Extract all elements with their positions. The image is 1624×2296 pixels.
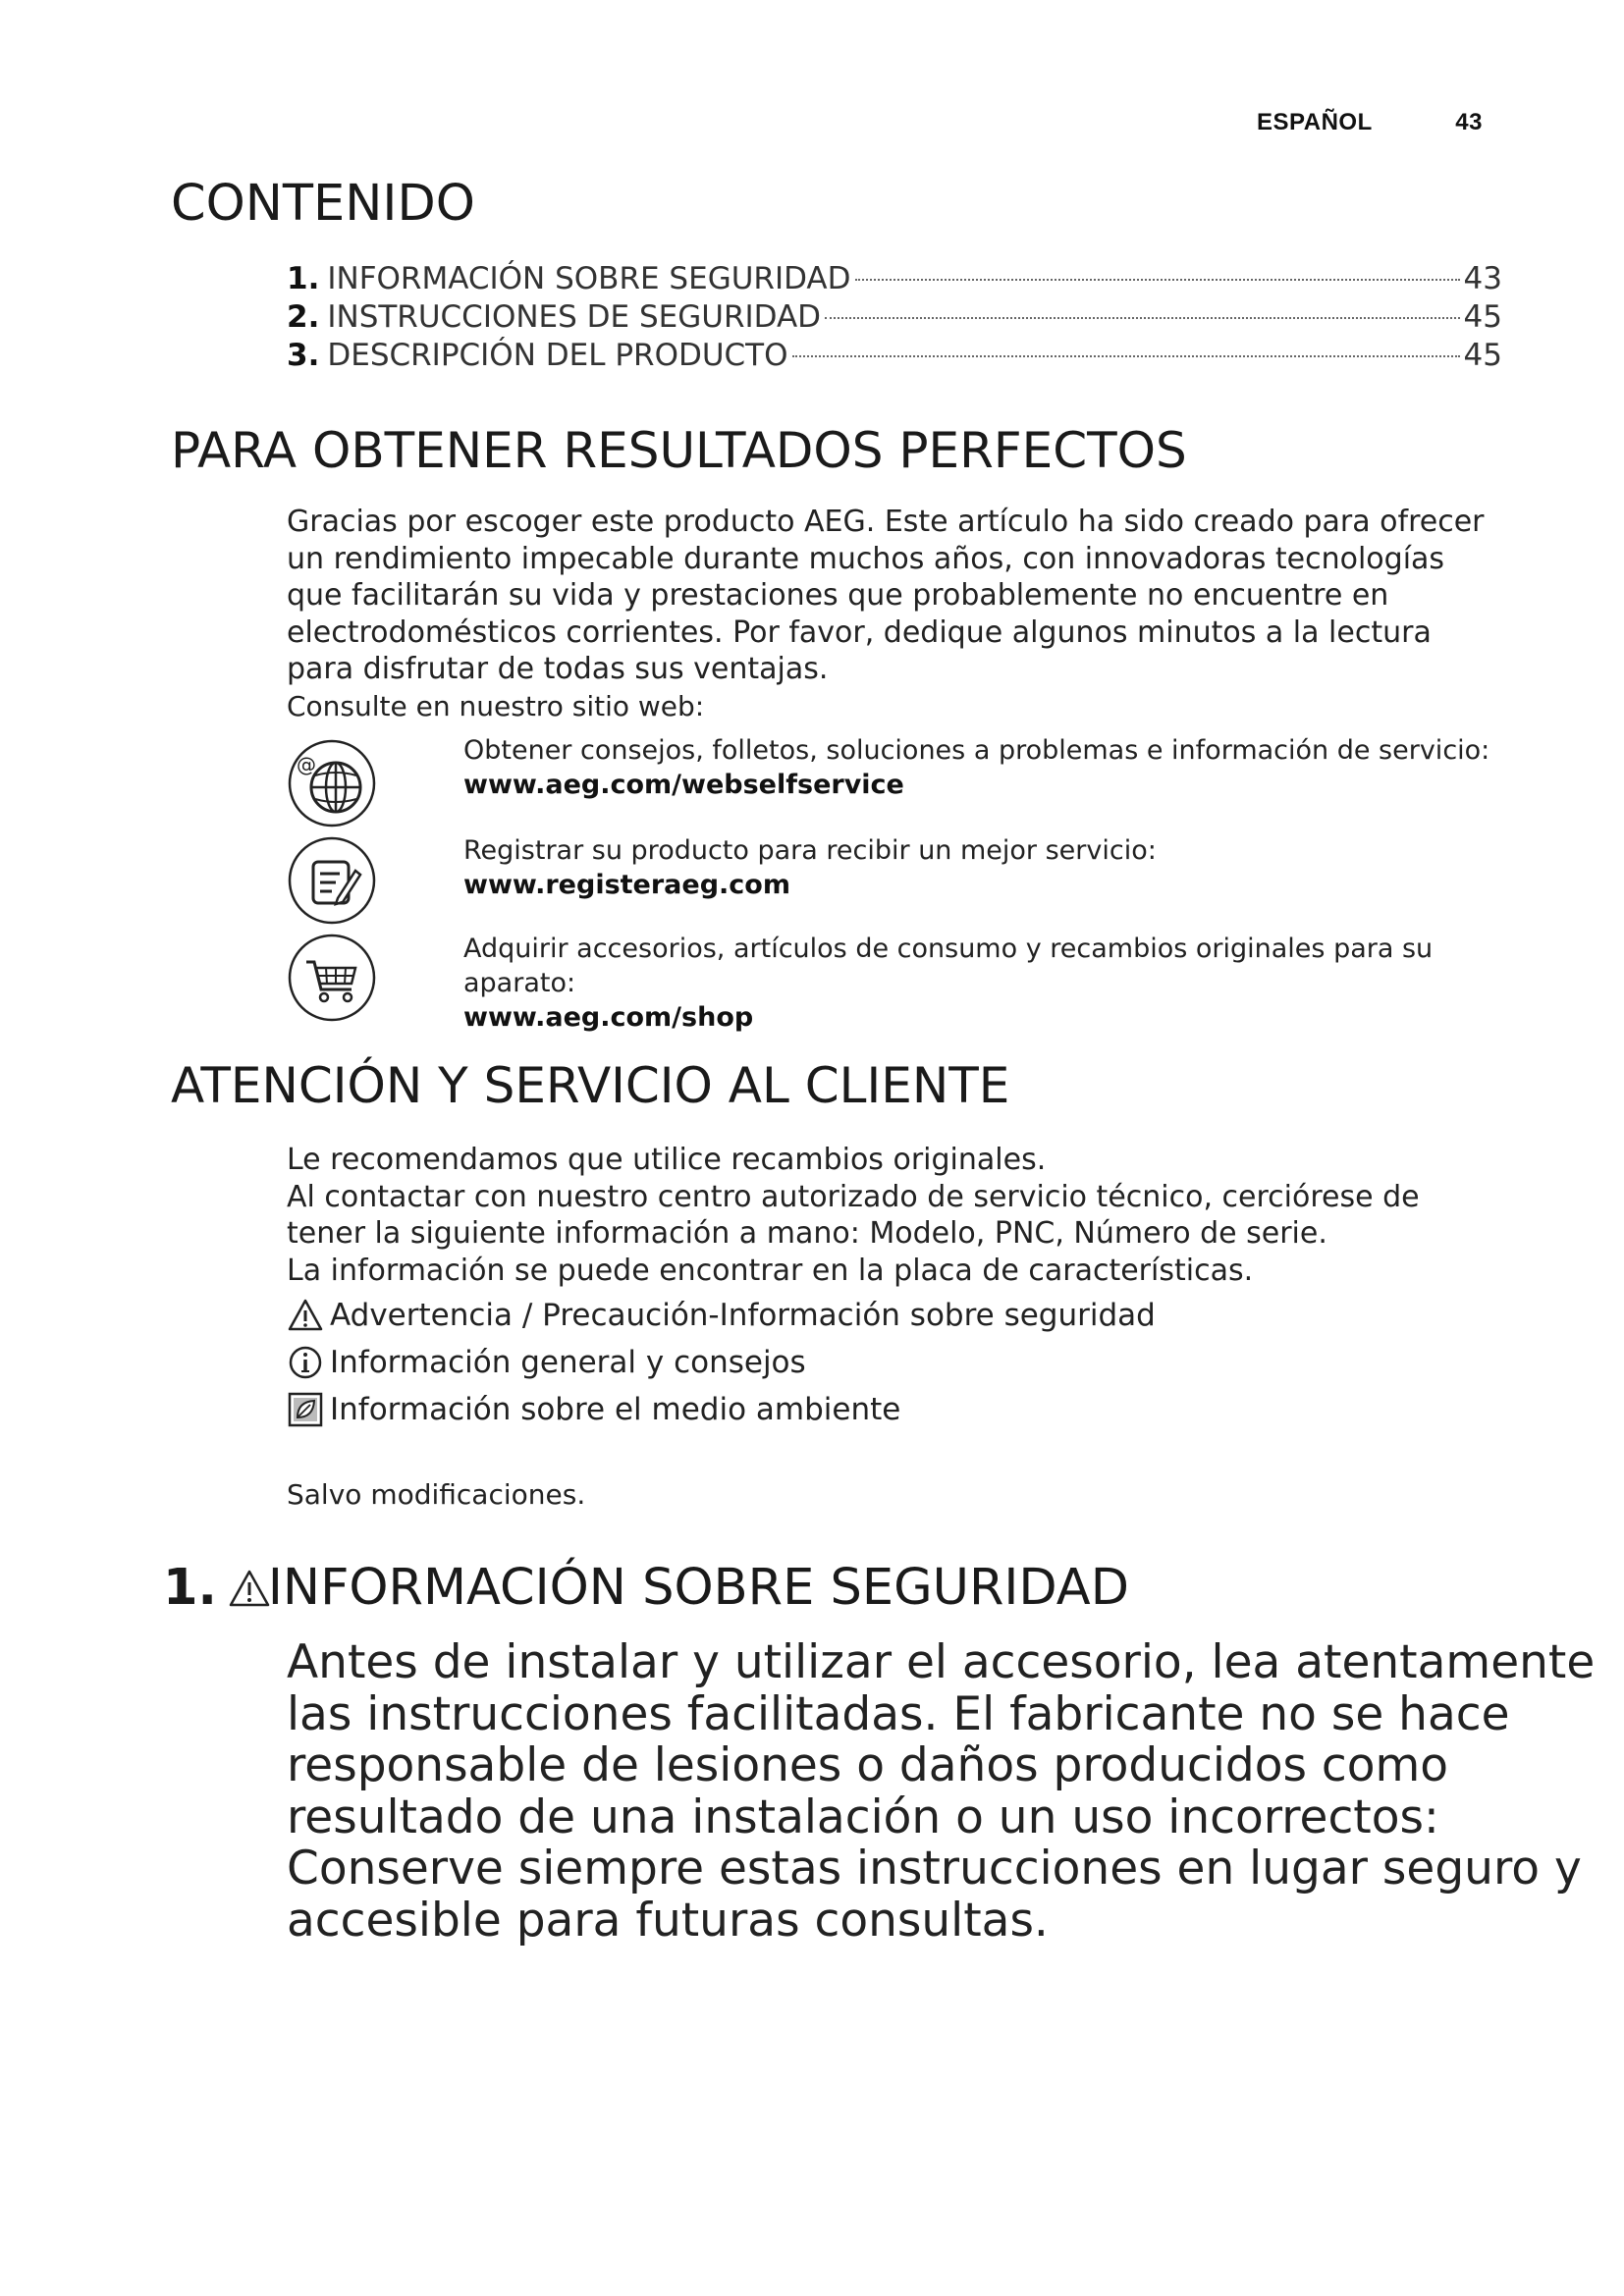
- toc-dot-leader: [855, 279, 1460, 281]
- warning-triangle-icon: [227, 1566, 272, 1611]
- toc-entry[interactable]: 3. DESCRIPCIÓN DEL PRODUCTO 45: [287, 338, 1502, 373]
- customer-service-text: Le recomendamos que utilice recambios originales. Al contactar con nuestro centro autorizado de servicio técnico, cerciórese de tener la siguiente información a mano: Modelo, PNC, Número de serie. La información se puede encontrar en la placa de características.: [287, 1143, 1420, 1288]
- perfect-results-intro: Gracias por escoger este producto AEG. Este artículo ha sido creado para ofrecer un rendimiento impecable durante muchos años, con innovadoras tecnologías que facilitarán su vida y prestaciones que probablemente no encuentre en electrodomésticos corrientes. Por favor, dedique algunos minutos a la lectura para disfrutar de todas sus ventajas. Consulte en nuestro sitio web:: [287, 505, 1485, 722]
- legend-warning: Advertencia / Precaución-Información sobre seguridad: [287, 1296, 1156, 1335]
- toc-entry-page: 45: [1463, 338, 1502, 373]
- toc-entry-title: DESCRIPCIÓN DEL PRODUCTO: [327, 338, 788, 373]
- toc-entry-title: INFORMACIÓN SOBRE SEGURIDAD: [327, 261, 851, 296]
- header-language: ESPAÑOL: [1257, 109, 1373, 135]
- warning-triangle-icon: [287, 1297, 324, 1334]
- toc-dot-leader: [792, 355, 1460, 357]
- toc-dot-leader: [825, 317, 1459, 319]
- service-register: Registrar su producto para recibir un mejor servicio: www.registeraeg.com: [463, 835, 1157, 900]
- legend-info: Información general y consejos: [287, 1343, 806, 1382]
- section-1-text: Antes de instalar y utilizar el accesorio, lea atentamente las instrucciones facilitadas. El fabricante no se hace responsable de lesiones o daños producidos como resultado de una instalación o un uso incorrectos: Conserve siempre estas instrucciones en lugar seguro y accesible para futuras consultas.: [287, 1635, 1596, 1948]
- section-1-heading: [163, 1559, 1129, 1617]
- toc-entry-page: 45: [1463, 299, 1502, 335]
- svg-text:@: @: [297, 753, 316, 776]
- customer-service-heading: ATENCIÓN Y SERVICIO AL CLIENTE: [171, 1057, 1010, 1114]
- shopping-cart-icon: [287, 933, 377, 1023]
- toc-entry-title: INSTRUCCIONES DE SEGURIDAD: [327, 299, 822, 335]
- webselfservice-link[interactable]: www.aeg.com/webselfservice: [463, 770, 904, 800]
- info-circle-icon: [287, 1344, 324, 1381]
- register-document-icon: [287, 835, 377, 926]
- shop-link[interactable]: www.aeg.com/shop: [463, 1002, 754, 1033]
- service-shop: Adquirir accesorios, artículos de consumo y recambios originales para su aparato: www.aeg.com/shop: [463, 934, 1434, 1033]
- globe-icon: [287, 738, 377, 828]
- environment-leaf-icon: [287, 1391, 324, 1428]
- toc-entry-page: 43: [1463, 261, 1502, 296]
- register-link[interactable]: www.registeraeg.com: [463, 870, 790, 900]
- legend-environment: Información sobre el medio ambiente: [287, 1390, 900, 1429]
- toc-entry[interactable]: 2. INSTRUCCIONES DE SEGURIDAD 45: [287, 299, 1502, 335]
- toc-entry[interactable]: 1. INFORMACIÓN SOBRE SEGURIDAD 43: [287, 261, 1502, 296]
- footer-note: Salvo modificaciones.: [287, 1478, 586, 1511]
- header-page-number: 43: [1455, 109, 1483, 135]
- section-1-number: 1.: [163, 1559, 217, 1617]
- service-webselfservice: Obtener consejos, folletos, soluciones a problemas e información de servicio: www.aeg.com/webselfservice: [463, 735, 1490, 800]
- section-1-title: INFORMACIÓN SOBRE SEGURIDAD: [267, 1559, 1129, 1617]
- running-header: [1257, 109, 1483, 136]
- perfect-results-heading: PARA OBTENER RESULTADOS PERFECTOS: [171, 422, 1187, 479]
- table-of-contents: [287, 260, 1502, 375]
- contents-heading: CONTENIDO: [171, 175, 475, 233]
